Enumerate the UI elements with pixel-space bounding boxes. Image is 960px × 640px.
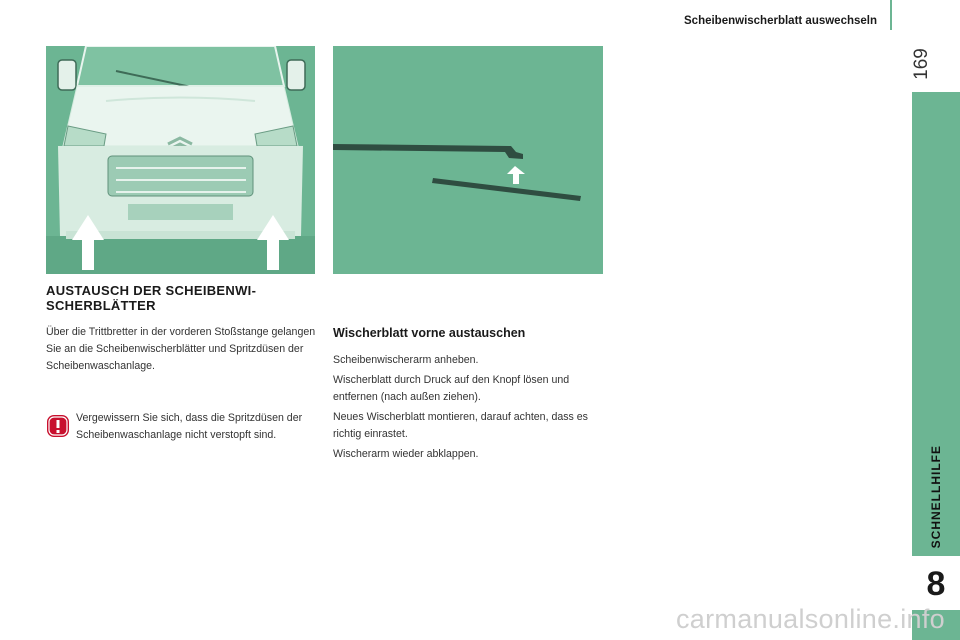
page-number: 169 [911, 48, 932, 80]
procedure-step-3: Neues Wischerblatt montieren, darauf achten, dass es richtig einrastet. [333, 411, 588, 440]
section-heading-line2: SCHERBLÄTTER [46, 298, 156, 313]
chapter-number: 8 [926, 564, 946, 603]
section-heading [46, 283, 311, 313]
procedure-step-4: Wischerarm wieder abklappen. [333, 448, 479, 460]
wiper-blade-drawing [333, 46, 603, 274]
section-heading-line1: AUSTAUSCH DER SCHEIBENWI- [46, 283, 257, 298]
procedure-heading: Wischerblatt vorne austauschen [333, 326, 526, 340]
header-divider [890, 0, 892, 30]
procedure-step-2: Wischerblatt durch Druck auf den Knopf lösen und entfernen (nach außen ziehen). [333, 374, 570, 403]
procedure-steps [333, 352, 605, 466]
intro-paragraph: Über die Trittbretter in der vorderen Stoßstange gelangen Sie an die Scheibenwischerblätter und Spritzdüsen der Scheibenwaschanlage. [46, 326, 316, 372]
running-header-title: Scheibenwischerblatt auswechseln [684, 15, 878, 27]
notice-text: Vergewissern Sie sich, dass die Spritzdüsen der Scheibenwaschanlage nicht verstopft sind. [76, 412, 303, 441]
warning-icon [46, 414, 70, 438]
watermark: carmanualsonline.info [676, 604, 945, 634]
wiper-blade-illustration [333, 46, 603, 274]
chapter-number-box [912, 558, 960, 610]
chapter-label-wrap [912, 92, 960, 552]
chapter-label: SCHNELLHILFE [929, 444, 943, 548]
procedure-step-1: Scheibenwischerarm anheben. [333, 354, 479, 366]
van-front-drawing [46, 46, 315, 274]
van-front-illustration [46, 46, 315, 274]
